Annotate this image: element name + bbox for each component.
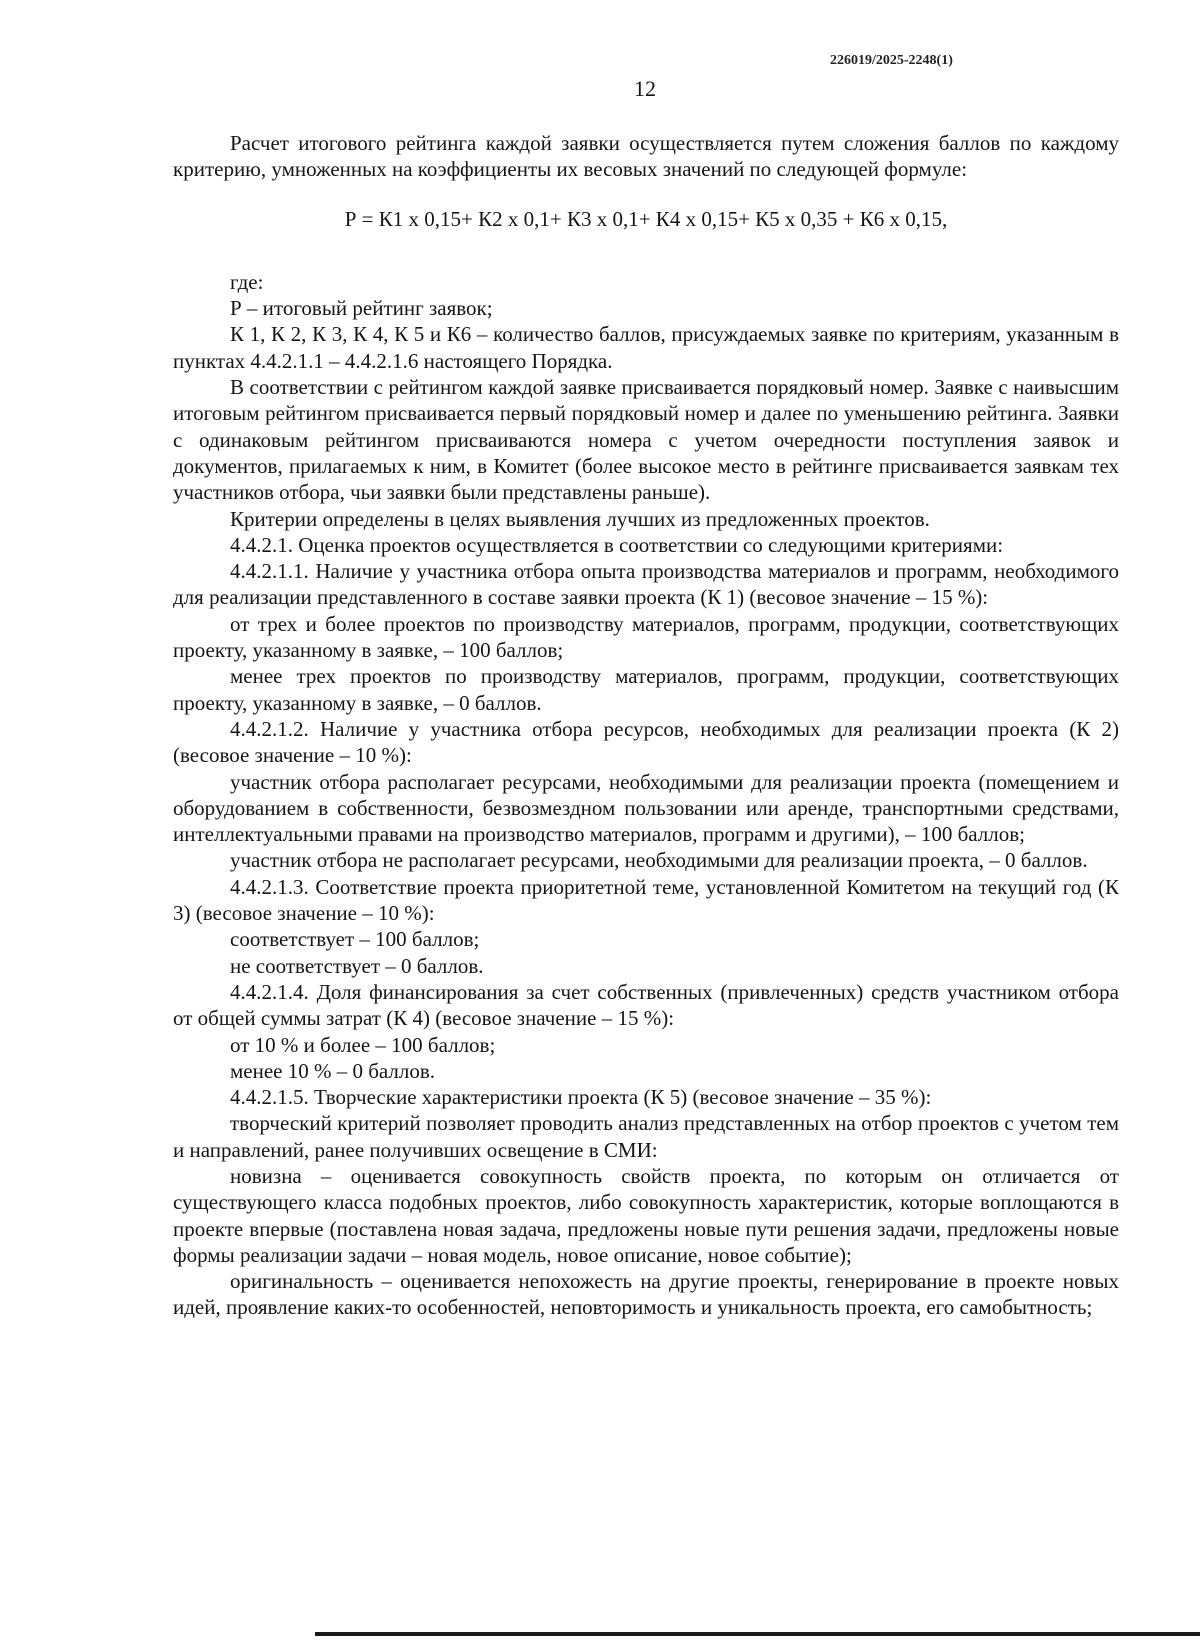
document-number: 226019/2025-2248(1) bbox=[830, 53, 953, 68]
paragraph-4-4-2-1-5: 4.4.2.1.5. Творческие характеристики проекта (К 5) (весовое значение – 35 %): bbox=[230, 1085, 932, 1110]
paragraph-novelty: новизна – оценивается совокупность свойств проекта, по которым он отличается от существующего класса подобных проектов, либо совокупность характеристик, которые воплощаются в проекте впервые (поставлена новая задача, предложены новые пути решения задачи, предложены новые формы реализации задачи – новая модель, новое описание, новое событие); bbox=[173, 1163, 1119, 1267]
paragraph-criteria-purpose: Критерии определены в целях выявления лучших из предложенных проектов. bbox=[230, 506, 930, 531]
paragraph-4-4-2-1-3: 4.4.2.1.3. Соответствие проекта приоритетной теме, установленной Комитетом на текущий год (К 3) (весовое значение – 10 %): bbox=[173, 874, 1119, 926]
paragraph-k3-100: соответствует – 100 баллов; bbox=[230, 927, 480, 952]
paragraph-4-4-2-1: 4.4.2.1. Оценка проектов осуществляется в соответствии со следующими критериями: bbox=[230, 532, 1004, 557]
paragraph-creative-criterion: творческий критерий позволяет проводить анализ представленных на отбор проектов с учетом тем и направлений, ранее получивших освещение в СМИ: bbox=[173, 1111, 1119, 1162]
paragraph-originality: оригинальность – оценивается непохожесть на другие проекты, генерирование в проекте новых идей, проявление каких-то особенностей, неповторимость и уникальность проекта, его самобытность; bbox=[173, 1269, 1119, 1320]
paragraph-4-4-2-1-2: 4.4.2.1.2. Наличие у участника отбора ресурсов, необходимых для реализации проекта (К 2) (весовое значение – 10 %): bbox=[173, 716, 1119, 768]
paragraph-4-4-2-1-1: 4.4.2.1.1. Наличие у участника отбора опыта производства материалов и программ, необходимого для реализации представленного в составе заявки проекта (К 1) (весовое значение – 15 %): bbox=[173, 559, 1119, 610]
rating-formula: Р = К1 х 0,15+ К2 х 0,1+ К3 х 0,1+ К4 х 0,15+ К5 х 0,35 + К6 х 0,15, bbox=[344, 206, 948, 231]
paragraph-p-definition: Р – итоговый рейтинг заявок; bbox=[230, 296, 493, 321]
paragraph-k1-100: от трех и более проектов по производству материалов, программ, продукции, соответствующих проекту, указанному в заявке, – 100 баллов; bbox=[173, 611, 1119, 663]
paragraph-k-definition: К 1, К 2, К 3, К 4, К 5 и К6 – количество баллов, присуждаемых заявке по критериям, указанным в пунктах 4.4.2.1.1 – 4.4.2.1.6 настоящего Порядка. bbox=[173, 322, 1119, 373]
paragraph-k3-0: не соответствует – 0 баллов. bbox=[230, 953, 484, 978]
paragraph-k4-0: менее 10 % – 0 баллов. bbox=[230, 1058, 436, 1083]
paragraph-k4-100: от 10 % и более – 100 баллов; bbox=[230, 1032, 496, 1057]
document-body bbox=[173, 130, 1119, 1321]
bottom-scan-edge bbox=[315, 1632, 1200, 1636]
paragraph-k2-0: участник отбора не располагает ресурсами, необходимыми для реализации проекта, – 0 баллов. bbox=[230, 848, 1088, 873]
paragraph-ranking: В соответствии с рейтингом каждой заявке присваивается порядковый номер. Заявке с наивысшим итоговым рейтингом присваивается первый порядковый номер и далее по уменьшению рейтинга. Заявки с одинаковым рейтингом присваиваются номера с учетом очередности поступления заявок и документов, прилагаемых к ним, в Комитет (более высокое место в рейтинге присваивается заявкам тех участников отбора, чьи заявки были представлены раньше). bbox=[173, 375, 1119, 505]
paragraph-k2-100: участник отбора располагает ресурсами, необходимыми для реализации проекта (помещением и оборудованием в собственности, безвозмездном пользовании или аренде, транспортными средствами, интеллектуальными правами на производство материалов, программ и другими), – 100 баллов; bbox=[173, 769, 1119, 847]
paragraph-intro: Расчет итогового рейтинга каждой заявки осуществляется путем сложения баллов по каждому критерию, умноженных на коэффициенты их весовых значений по следующей формуле: bbox=[173, 131, 1119, 182]
paragraph-k1-0: менее трех проектов по производству материалов, программ, продукции, соответствующих проекту, указанному в заявке, – 0 баллов. bbox=[173, 664, 1119, 715]
page-number: 12 bbox=[634, 76, 656, 101]
paragraph-4-4-2-1-4: 4.4.2.1.4. Доля финансирования за счет собственных (привлеченных) средств участником отбора от общей суммы затрат (К 4) (весовое значение – 15 %): bbox=[173, 979, 1119, 1031]
paragraph-where: где: bbox=[230, 269, 264, 294]
